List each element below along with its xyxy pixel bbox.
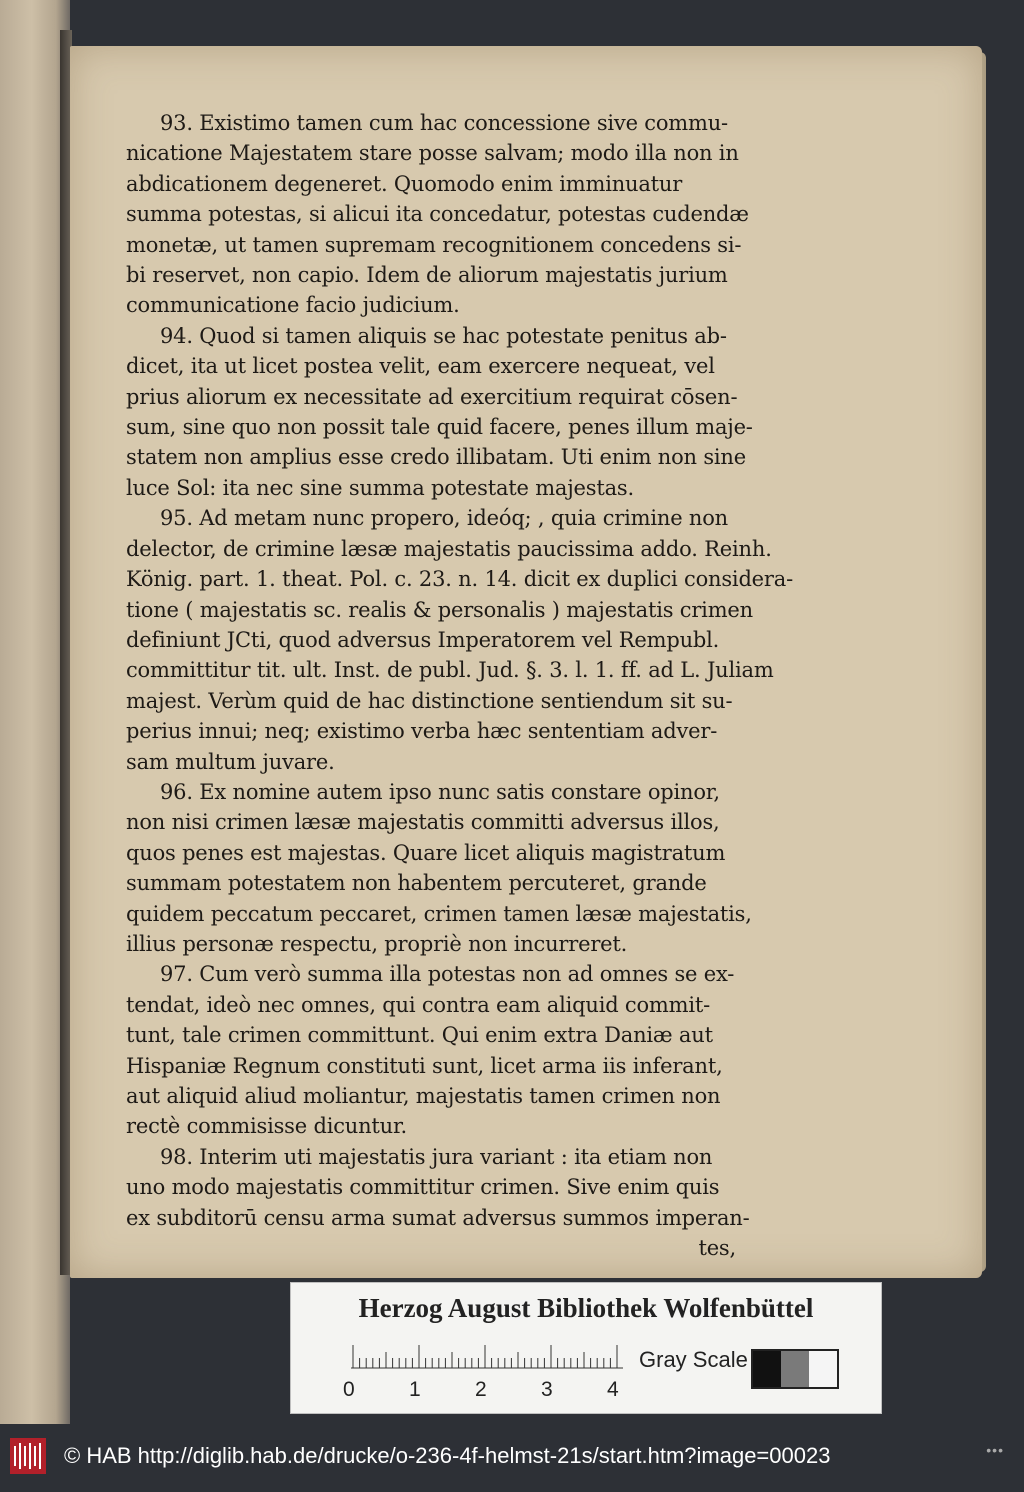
text-line: delector, de crimine læsæ majestatis paucissima addo. Reinh. (126, 536, 772, 561)
text-line: communicatione facio judicium. (126, 293, 460, 318)
page-text (126, 108, 793, 1263)
paragraph (126, 777, 752, 959)
text-line: quos penes est majestas. Quare licet aliquis magistratum (126, 840, 726, 865)
text-line: sum, sine quo non possit tale quid facere, penes illum maje- (126, 415, 753, 440)
text-line: tione ( majestatis sc. realis & personalis ) majestatis crimen (126, 597, 753, 622)
text-line: nicatione Majestatem stare posse salvam; modo illa non in (126, 141, 739, 166)
gray-scale-label: Gray Scale (639, 1347, 748, 1372)
catchword: tes, (698, 1236, 736, 1261)
gray-swatch (781, 1351, 809, 1387)
library-label-card (290, 1282, 882, 1414)
measurement-ruler (351, 1345, 623, 1369)
paragraph (126, 108, 749, 321)
gray-scale-swatches (751, 1349, 839, 1389)
footer-copyright-url[interactable]: © HAB http://diglib.hab.de/drucke/o-236-4f-helmst-21s/start.htm?image=00023 (64, 1443, 831, 1468)
text-line: majest. Verùm quid de hac distinctione sentiendum sit su- (126, 688, 733, 713)
gray-swatch (753, 1351, 781, 1387)
text-line: abdicationem degeneret. Quomodo enim imminuatur (126, 171, 683, 196)
text-line: prius aliorum ex necessitate ad exercitium requirat cōsen- (126, 384, 738, 409)
text-line: dicet, ita ut licet postea velit, eam exercere nequeat, vel (126, 354, 715, 379)
library-title: Herzog August Bibliothek Wolfenbüttel (358, 1293, 814, 1323)
text-line: aut aliquid aliud moliantur, majestatis tamen crimen non (126, 1084, 721, 1108)
hab-logo-icon (10, 1438, 46, 1474)
text-line: rectè commisisse dicuntur. (126, 1114, 408, 1139)
ruler-number: 1 (409, 1378, 421, 1401)
text-line: König. part. 1. theat. Pol. c. 23. n. 14. dicit ex duplici considera- (126, 567, 793, 592)
paragraph (126, 1142, 750, 1233)
paragraph (126, 503, 793, 777)
ruler-numbers (343, 1378, 633, 1402)
text-line: perius innui; neq; existimo verba hæc sententiam adver- (126, 719, 718, 744)
text-line: tunt, tale crimen committunt. Qui enim extra Daniæ aut (126, 1023, 713, 1048)
text-line: bi reservet, non capio. Idem de aliorum majestatis jurium (126, 263, 728, 288)
gray-swatch (809, 1351, 837, 1387)
text-line: uno modo majestatis committitur crimen. Sive enim quis (126, 1175, 720, 1200)
text-line: Hispaniæ Regnum constituti sunt, licet arma iis inferant, (126, 1053, 723, 1078)
text-line: 97. Cum verò summa illa potestas non ad omnes se ex- (160, 962, 735, 987)
text-line: sam multum juvare. (126, 749, 335, 774)
text-line: 93. Existimo tamen cum hac concessione sive commu- (160, 111, 728, 135)
text-line: statem non amplius esse credo illibatam. Uti enim non sine (126, 445, 746, 470)
text-line: non nisi crimen læsæ majestatis committi adversus illos, (126, 810, 720, 835)
text-line: 96. Ex nomine autem ipso nunc satis constare opinor, (160, 779, 720, 804)
footer-menu-icon[interactable]: ••• (986, 1442, 1004, 1458)
viewer-footer (0, 1424, 1024, 1492)
text-line: 94. Quod si tamen aliquis se hac potestate penitus ab- (160, 323, 727, 348)
text-line: definiunt JCti, quod adversus Imperatorem vel Rempubl. (126, 627, 720, 652)
text-line: 98. Interim uti majestatis jura variant : ita etiam non (160, 1144, 713, 1169)
text-line: luce Sol: ita nec sine summa potestate majestas. (126, 475, 634, 500)
text-line: monetæ, ut tamen supremam recognitionem concedens si- (126, 232, 742, 257)
text-line: 95. Ad metam nunc propero, ideóq; , quia crimine non (160, 506, 729, 531)
paragraph (126, 321, 753, 503)
ruler-number: 3 (541, 1378, 553, 1401)
text-line: summam potestatem non habentem percuteret, grande (126, 871, 707, 896)
text-line: ex subditorū censu arma sumat adversus summos imperan- (126, 1205, 750, 1230)
text-line: summa potestas, si alicui ita concedatur, potestas cudendæ (126, 202, 749, 227)
ruler-number: 2 (475, 1378, 487, 1401)
text-line: illius personæ respectu, propriè non incurreret. (126, 931, 628, 956)
text-line: committitur tit. ult. Inst. de publ. Jud. §. 3. l. 1. ff. ad L. Juliam (126, 658, 774, 683)
paragraph (126, 959, 746, 1141)
ruler-number: 4 (607, 1378, 619, 1401)
text-line: quidem peccatum peccaret, crimen tamen læsæ majestatis, (126, 901, 752, 926)
ruler-number: 0 (343, 1378, 355, 1401)
text-line: tendat, ideò nec omnes, qui contra eam aliquid commit- (126, 992, 711, 1017)
